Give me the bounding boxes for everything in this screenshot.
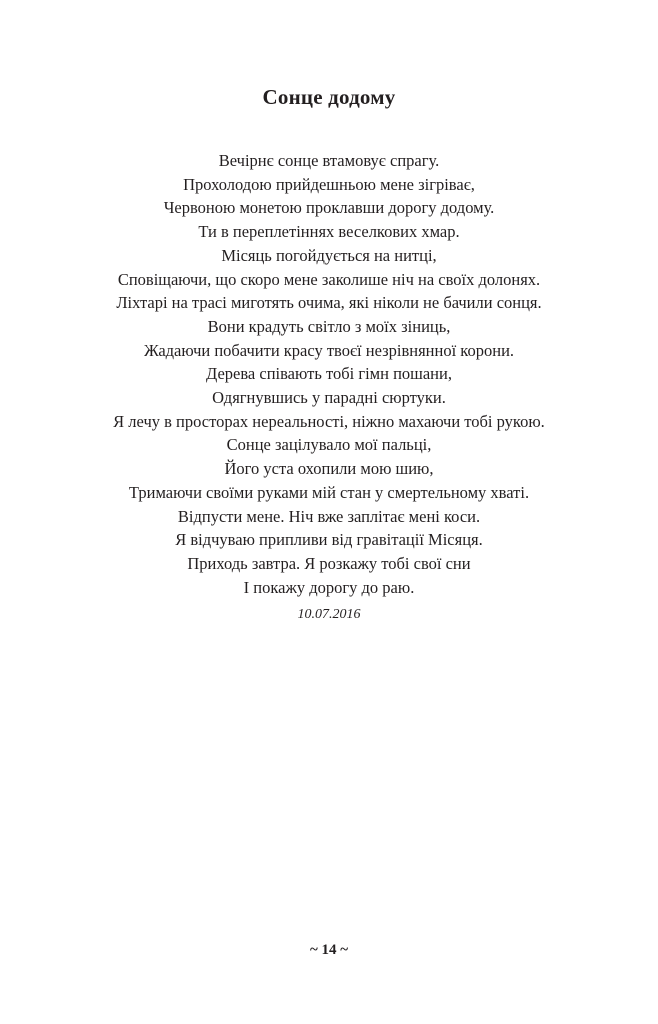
poem-line: І покажу дорогу до раю. bbox=[243, 577, 415, 597]
poem-line: Сонце зацілувало мої пальці, bbox=[226, 435, 432, 455]
poem-date: 10.07.2016 bbox=[297, 607, 361, 622]
poem-line: Жадаючи побачити красу твоєї незрівнянної корони. bbox=[143, 340, 515, 360]
poem-line: Вони крадуть світло з моїх зіниць, bbox=[207, 316, 451, 336]
poem-line: Вечірнє сонце втамовує спрагу. bbox=[218, 151, 440, 170]
poem-line: Ти в переплетіннях веселкових хмар. bbox=[198, 222, 460, 242]
poem-line: Сповіщаючи, що скоро мене заколише ніч на своїх долонях. bbox=[117, 269, 541, 289]
poem-line: Дерева співають тобі гімн пошани, bbox=[206, 364, 452, 384]
poem-line: Місяць погойдується на нитці, bbox=[221, 245, 437, 265]
poem-title: Сонце додому bbox=[262, 85, 396, 109]
poem-line: Одягнувшись у парадні сюртуки. bbox=[212, 388, 446, 408]
page-number: ~ 14 ~ bbox=[309, 942, 349, 958]
poem-line: Тримаючи своїми руками мій стан у смертельному хваті. bbox=[128, 482, 530, 502]
poem-line: Я відчуваю припливи від гравітації Місяця. bbox=[175, 530, 483, 550]
poem-line: Ліхтарі на трасі миготять очима, які ніколи не бачили сонця. bbox=[116, 293, 542, 313]
poem-line: Приходь завтра. Я розкажу тобі свої сни bbox=[187, 553, 471, 573]
poem-line: Відпусти мене. Ніч вже заплітає мені коси. bbox=[177, 506, 481, 526]
poem-line: Прохолодою прийдешньою мене зігріває, bbox=[183, 174, 475, 194]
poem-line: Я лечу в просторах нереальності, ніжно махаючи тобі рукою. bbox=[113, 411, 545, 431]
poem-line: Червоною монетою проклавши дорогу додому. bbox=[163, 198, 495, 218]
poem-body bbox=[0, 149, 658, 599]
poem-line: Його уста охопили мою шию, bbox=[224, 459, 434, 479]
